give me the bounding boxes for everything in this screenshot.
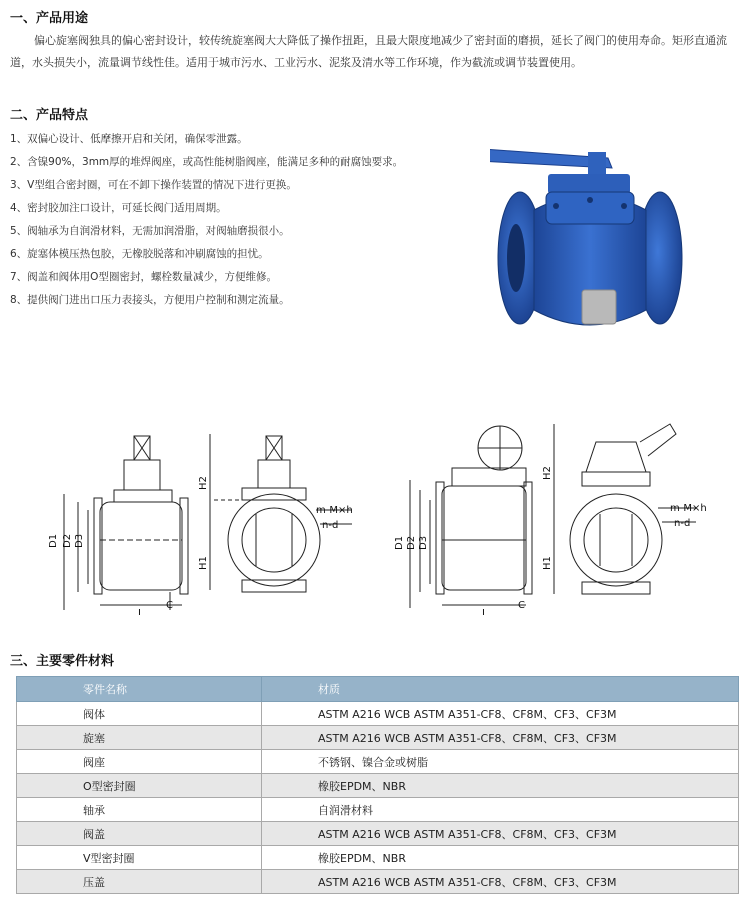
feature-item: 3、V型组合密封圈，可在不卸下操作装置的情况下进行更换。 <box>10 179 297 191</box>
material-cell: 自润滑材料 <box>262 798 739 822</box>
label-d3: D3 <box>74 533 85 548</box>
section-title-materials: 三、主要零件材料 <box>10 654 115 669</box>
label-d3-gear: D3 <box>418 535 429 550</box>
label-holes: n-d <box>322 520 339 531</box>
table-row <box>17 774 739 798</box>
section-title-features: 二、产品特点 <box>10 108 89 123</box>
part-name-cell: 阀座 <box>17 750 262 774</box>
part-name-cell: 阀体 <box>17 702 262 726</box>
label-bolts-gear: m-M×h <box>670 503 707 514</box>
usage-text: 偏心旋塞阀独具的偏心密封设计，较传统旋塞阀大大降低了操作扭距，且最大限度地减少了密封面的磨损，延长了阀门的使用寿命。矩形直通流道，水头损失小，流量调节线性佳。适用于城市污水、工业污水、泥浆及清水等工作环境，作为截流或调节装置使用。 <box>10 34 727 69</box>
label-bolts: m-M×h <box>316 505 353 516</box>
part-name-cell: 旋塞 <box>17 726 262 750</box>
table-row <box>17 798 739 822</box>
part-name-cell: 轴承 <box>17 798 262 822</box>
header-part-name: 零件名称 <box>17 677 262 702</box>
label-h2: H2 <box>198 476 209 490</box>
table-row <box>17 822 739 846</box>
part-name-cell: V型密封圈 <box>17 846 262 870</box>
materials-table <box>16 676 739 894</box>
part-name-cell: O型密封圈 <box>17 774 262 798</box>
table-row <box>17 846 739 870</box>
feature-item: 7、阀盖和阀体用O型圈密封，螺栓数量减少，方便维修。 <box>10 271 277 283</box>
material-cell: ASTM A216 WCB ASTM A351-CF8、CF8M、CF3、CF3M <box>262 822 739 846</box>
label-c-gear: C <box>518 600 525 611</box>
label-h1: H1 <box>198 556 209 570</box>
table-row <box>17 726 739 750</box>
label-d2-gear: D2 <box>406 535 417 550</box>
material-cell: ASTM A216 WCB ASTM A351-CF8、CF8M、CF3、CF3M <box>262 702 739 726</box>
label-h2-gear: H2 <box>542 466 553 480</box>
material-cell: 不锈钢、镍合金或树脂 <box>262 750 739 774</box>
drawing-side-lever <box>64 436 188 610</box>
dimension-drawings <box>30 420 730 615</box>
feature-item: 2、含镍90%，3mm厚的堆焊阀座，或高性能树脂阀座，能满足多种的耐腐蚀要求。 <box>10 156 404 168</box>
material-cell: 橡胶EPDM、NBR <box>262 774 739 798</box>
label-l-gear: L <box>482 608 488 615</box>
feature-item: 4、密封胶加注口设计，可延长阀门适用周期。 <box>10 202 227 214</box>
label-l: L <box>138 608 144 615</box>
part-name-cell: 阀盖 <box>17 822 262 846</box>
table-row <box>17 702 739 726</box>
label-d1-gear: D1 <box>394 535 405 550</box>
table-row <box>17 750 739 774</box>
section-title-usage: 一、产品用途 <box>10 11 89 26</box>
label-c: C <box>166 600 173 611</box>
label-d1: D1 <box>48 533 59 548</box>
feature-item: 6、旋塞体模压热包胶，无橡胶脱落和冲刷腐蚀的担忧。 <box>10 248 269 260</box>
label-d2: D2 <box>62 533 73 548</box>
material-cell: ASTM A216 WCB ASTM A351-CF8、CF8M、CF3、CF3M <box>262 870 739 894</box>
part-name-cell: 压盖 <box>17 870 262 894</box>
header-material: 材质 <box>262 677 739 702</box>
usage-paragraph <box>10 30 740 74</box>
feature-item: 5、阀轴承为自润滑材料，无需加润滑脂，对阀轴磨损很小。 <box>10 225 290 237</box>
feature-item: 8、提供阀门进出口压力表接头，方便用户控制和测定流量。 <box>10 294 290 306</box>
label-h1-gear: H1 <box>542 556 553 570</box>
material-cell: ASTM A216 WCB ASTM A351-CF8、CF8M、CF3、CF3M <box>262 726 739 750</box>
valve-photo <box>490 140 690 355</box>
feature-list <box>10 128 403 312</box>
table-row <box>17 870 739 894</box>
feature-item: 1、双偏心设计、低摩擦开启和关闭，确保零泄露。 <box>10 133 248 145</box>
drawing-side-gear <box>410 426 532 608</box>
label-holes-gear: n-d <box>674 518 691 529</box>
material-cell: 橡胶EPDM、NBR <box>262 846 739 870</box>
table-header-row <box>17 677 739 702</box>
